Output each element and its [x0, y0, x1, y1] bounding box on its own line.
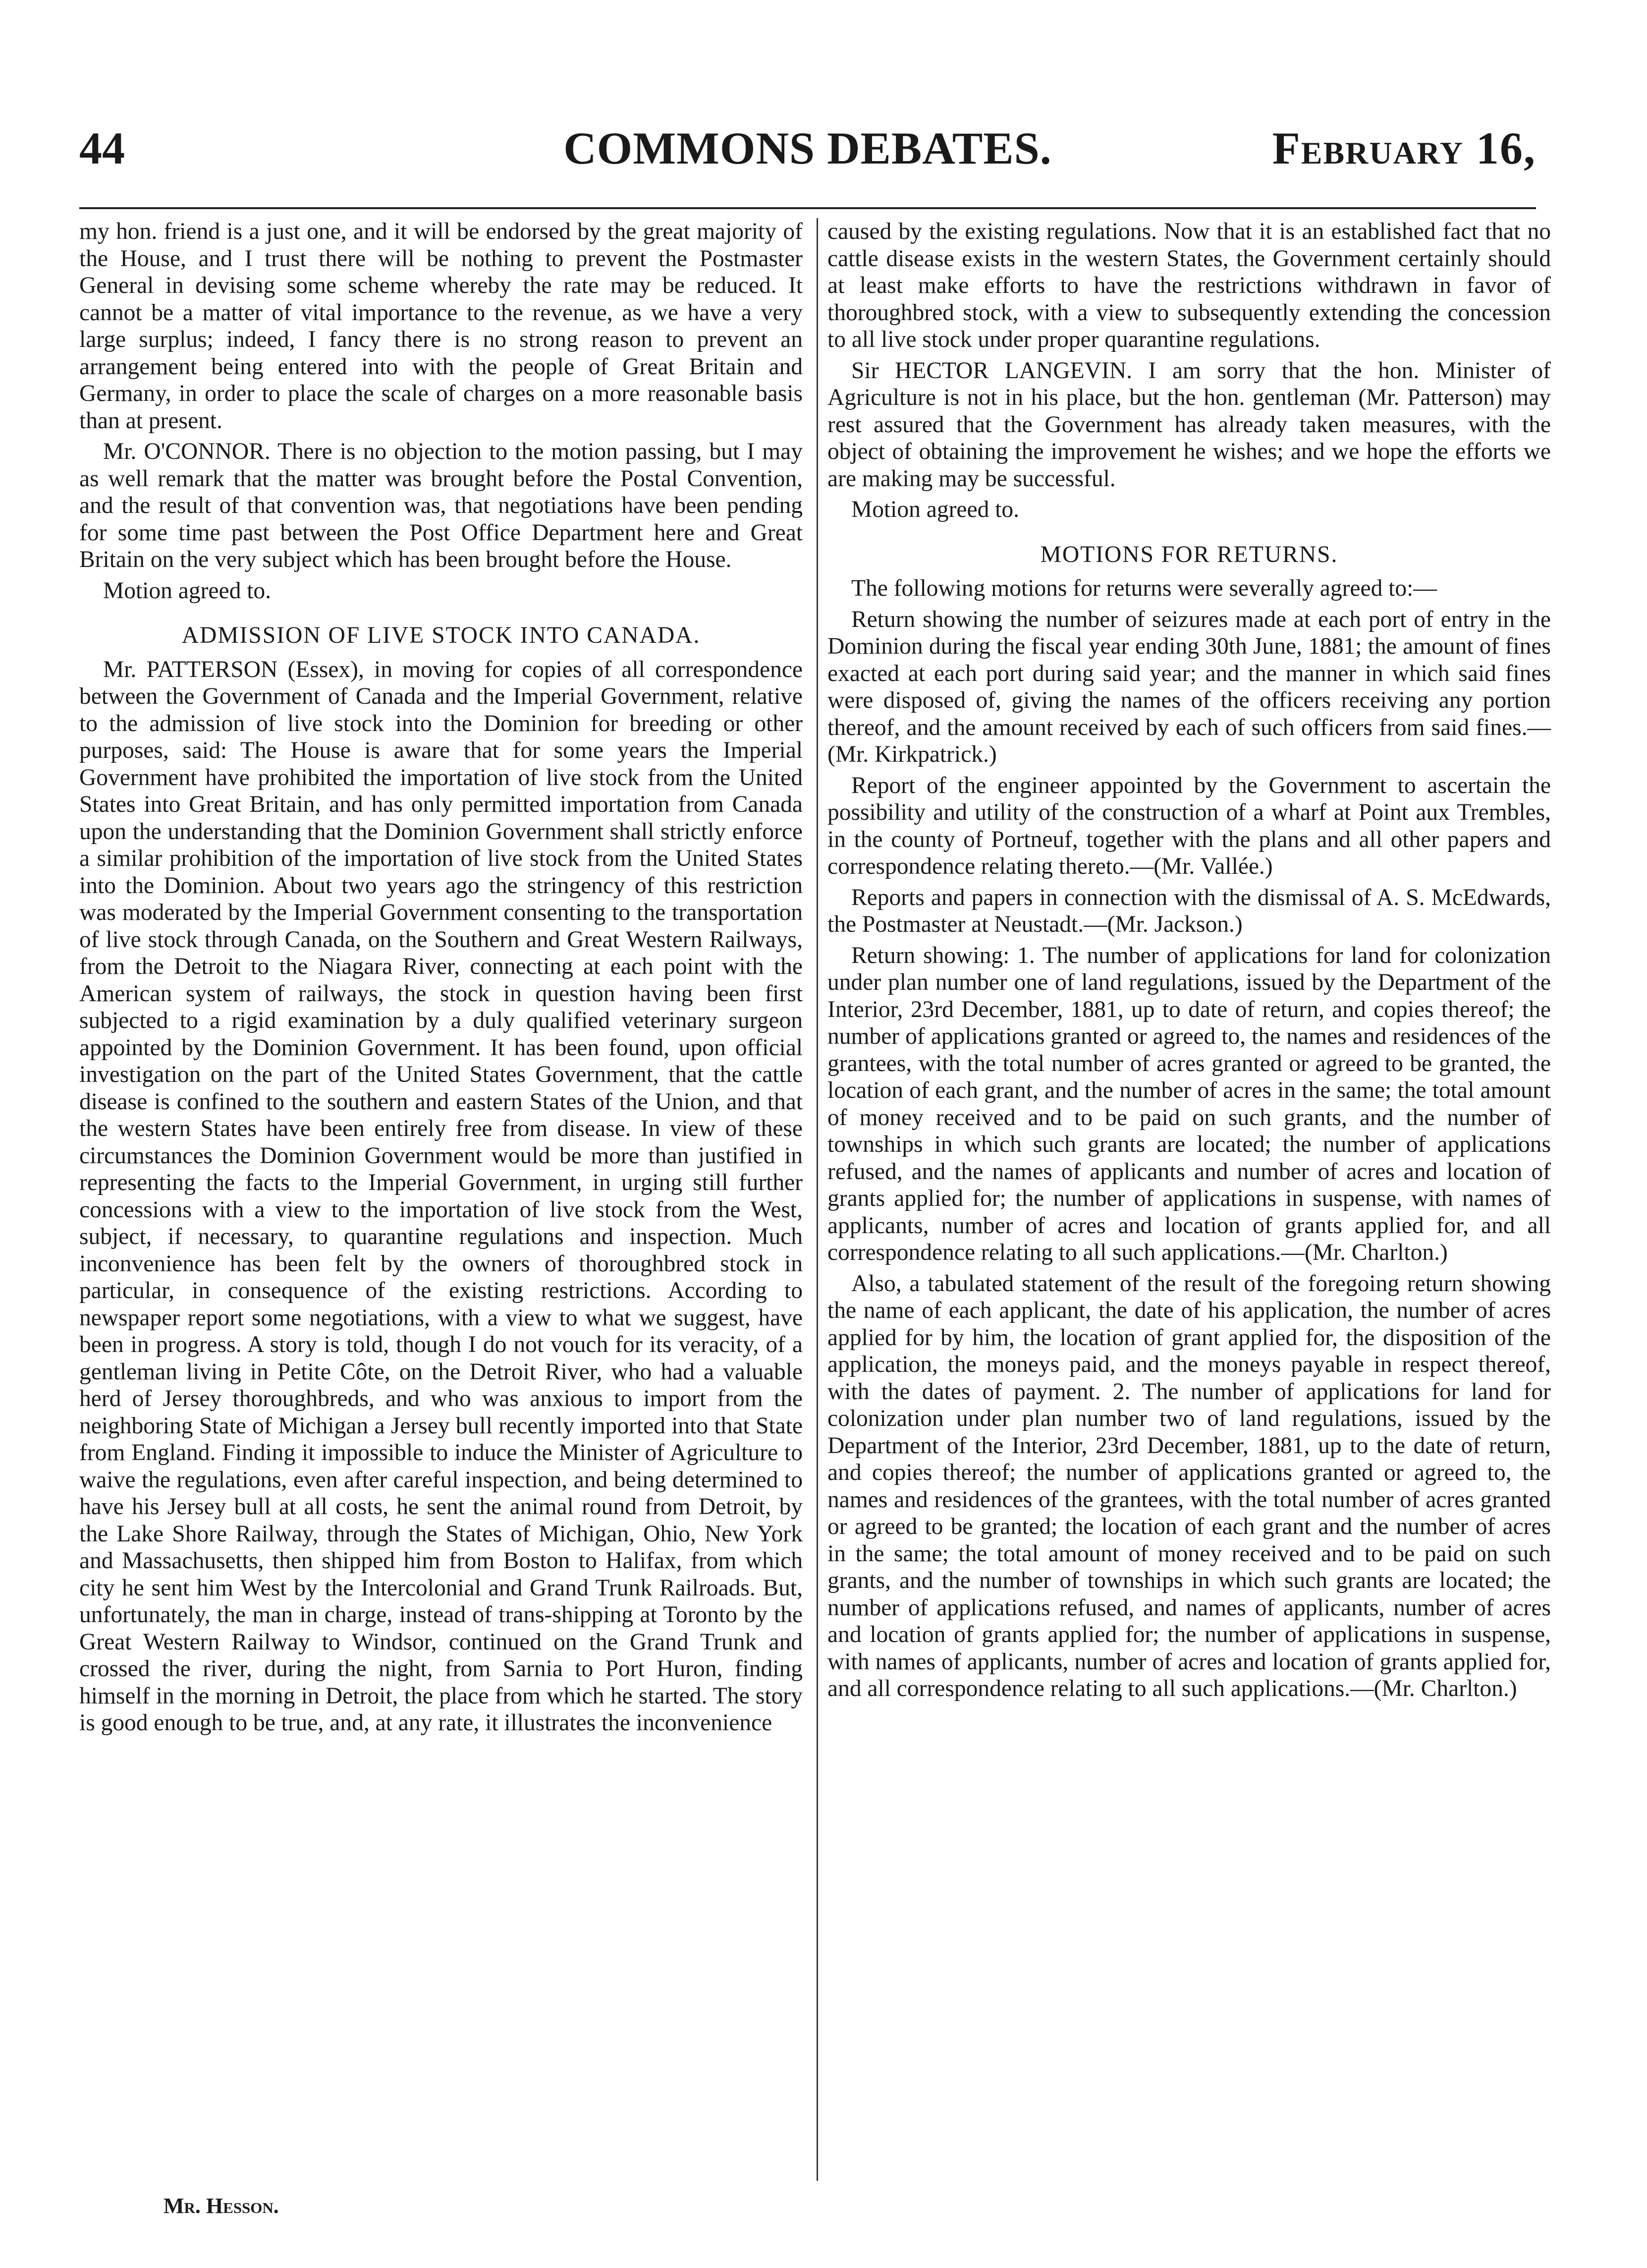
paragraph: Also, a tabulated statement of the result of the foregoing return showing the name of each applicant, the date of his application, the number of acres applied for by him, the location of grant applied for, the disposition of the application, the moneys paid, and the moneys payable in respect thereof, with the dates of payment. 2. The number of applications for land for colonization under plan number two of land regulations, issued by the Department of the Interior, 23rd December, 1881, up to the date of return, and copies thereof; the number of applications granted or agreed to, the names and residences of the grantees, with the total number of acres granted or agreed to be granted; the location of each grant and the number of acres in the same; the total amount of money received and to be paid on such grants, and the number of townships in which such grants are located; the number of applications refused, and names of applicants, number of acres and location of grants applied for; the number of applications in suspense, with names of applicants, number of acres and location of grants applied for, and all correspondence relating to all such applications.—(Mr. Charlton.): [827, 1270, 1551, 1701]
motion-result: Motion agreed to.: [103, 577, 272, 604]
page-number: 44: [79, 123, 125, 173]
motion-result: Motion agreed to.: [851, 497, 1020, 522]
header-rule: [79, 207, 1536, 209]
paragraph: Report of the engineer appointed by the Government to ascertain the possibility and utility of the construction of a wharf at Point aux Trembles, in the county of Portneuf, together with the plans and all other papers and correspondence relating thereto.—(Mr. Vallée.): [827, 772, 1551, 879]
right-column: [827, 218, 1551, 1706]
left-column: [79, 218, 803, 1741]
page-header: [79, 117, 1536, 191]
page-date: February 16,: [1272, 123, 1536, 173]
paragraph: Mr. O'CONNOR. There is no objection to the motion passing, but I may as well remark that the matter was brought before the Postal Convention, and the result of that convention was, that negotiations have been pending for some time past between the Post Office Department here and Great Britain on the very subject which has been brought before the House.: [79, 439, 803, 572]
section-heading: MOTIONS FOR RETURNS.: [1040, 541, 1338, 567]
page-footer: [164, 2193, 279, 2218]
paragraph: my hon. friend is a just one, and it will be endorsed by the great majority of the House, and I trust there will be nothing to prevent the Postmaster General in devising some scheme whereby the rate may be reduced. It cannot be a matter of vital importance to the revenue, as we have a very large surplus; indeed, I fancy there is no strong reason to prevent an arrangement being entered into with the people of Great Britain and Germany, in order to place the scale of charges on a more reasonable basis than at present.: [79, 219, 803, 434]
footer-speaker: Mr. Hesson.: [164, 2194, 279, 2218]
paragraph: Reports and papers in connection with the dismissal of A. S. McEdwards, the Postmaster at Neustadt.—(Mr. Jackson.): [827, 884, 1551, 937]
publication-title: COMMONS DEBATES.: [563, 123, 1052, 173]
paragraph: Sir HECTOR LANGEVIN. I am sorry that the hon. Minister of Agriculture is not in his place, but the hon. gentleman (Mr. Patterson) may rest assured that the Government has already taken measures, with the object of obtaining the improvement he wishes; and we hope the efforts we are making may be successful.: [827, 357, 1551, 492]
paragraph: caused by the existing regulations. Now that it is an established fact that no cattle disease exists in the western States, the Government certainly should at least make efforts to have the restrictions withdrawn in favor of thoroughbred stock, with a view to subsequently extending the concession to all live stock under proper quarantine regulations.: [827, 219, 1551, 352]
paragraph: The following motions for returns were severally agreed to:—: [851, 575, 1437, 601]
paragraph: Return showing: 1. The number of applications for land for colonization under plan number one of land regulations, issued by the Department of the Interior, 23rd December, 1881, up to date of return, and copies thereof; the number of applications granted or agreed to, the names and residences of the grantees, with the total number of acres granted or agreed to be granted, the location of each grant, and the number of acres in the same; the total amount of money received and to be paid on such grants, and the number of townships in which such grants are located; the number of applications refused, and the names of applicants and number of acres and location of grants applied for; the number of applications in suspense, with names of applicants, number of acres and location of grants applied for, and all correspondence relating to all such applications.—(Mr. Charlton.): [827, 942, 1551, 1265]
paragraph: Mr. PATTERSON (Essex), in moving for copies of all correspondence between the Government of Canada and the Imperial Government, relative to the admission of live stock into the Dominion for breeding or other purposes, said: The House is aware that for some years the Imperial Government have prohibited the importation of live stock from the United States into Great Britain, and has only permitted importation from Canada upon the understanding that the Dominion Government shall strictly enforce a similar prohibition of the importation of live stock from the United States into the Dominion. About two years ago the stringency of this restriction was moderated by the Imperial Government consenting to the transportation of live stock through Canada, on the Southern and Great Western Railways, from the Detroit to the Niagara River, connecting at each point with the American system of railways, the stock in question having been first subjected to a rigid examination by a duly qualified veterinary surgeon appointed by the Dominion Government. It has been found, upon official investigation on the part of the United States Government, that the cattle disease is confined to the southern and eastern States of the Union, and that the western States have been entirely free from disease. In view of these circumstances the Dominion Government would be more than justified in representing the facts to the Imperial Government, in urging still further concessions with a view to the importation of live stock from the West, subject, if necessary, to quarantine regulations and inspection. Much inconvenience has been felt by the owners of thoroughbred stock in particular, in consequence of the existing restrictions. According to newspaper report some negotiations, with a view to what we suggest, have been in progress. A story is told, though I do not vouch for its veracity, of a gentleman living in Petite Côte, on the Detroit River, who had a valuable herd of Jersey thoroughbreds, and who was anxious to import from the neighboring State of Michigan a Jersey bull recently imported into that State from England. Finding it impossible to induce the Minister of Agriculture to waive the regulations, even after careful inspection, and being determined to have his Jersey bull at all costs, he sent the animal round from Detroit, by the Lake Shore Railway, through the States of Michigan, Ohio, New York and Massachusetts, then shipped him from Boston to Halifax, from which city he sent him West by the Intercolonial and Grand Trunk Railroads. But, unfortunately, the man in charge, instead of trans-shipping at Toronto by the Great Western Railway to Windsor, continued on the Grand Trunk and crossed the river, during the night, from Sarnia to Port Huron, finding himself in the morning in Detroit, the place from which he started. The story is good enough to be true, and, at any rate, it illustrates the inconvenience: [79, 656, 803, 1736]
paragraph: Return showing the number of seizures made at each port of entry in the Dominion during the fiscal year ending 30th June, 1881; the amount of fines exacted at each port during said year; and the manner in which said fines were disposed of, giving the names of the officers receiving any portion thereof, and the amount received by each of such officers from said fines.—(Mr. Kirkpatrick.): [827, 606, 1551, 767]
column-divider: [817, 218, 818, 2181]
section-heading: ADMISSION OF LIVE STOCK INTO CANADA.: [181, 623, 701, 648]
